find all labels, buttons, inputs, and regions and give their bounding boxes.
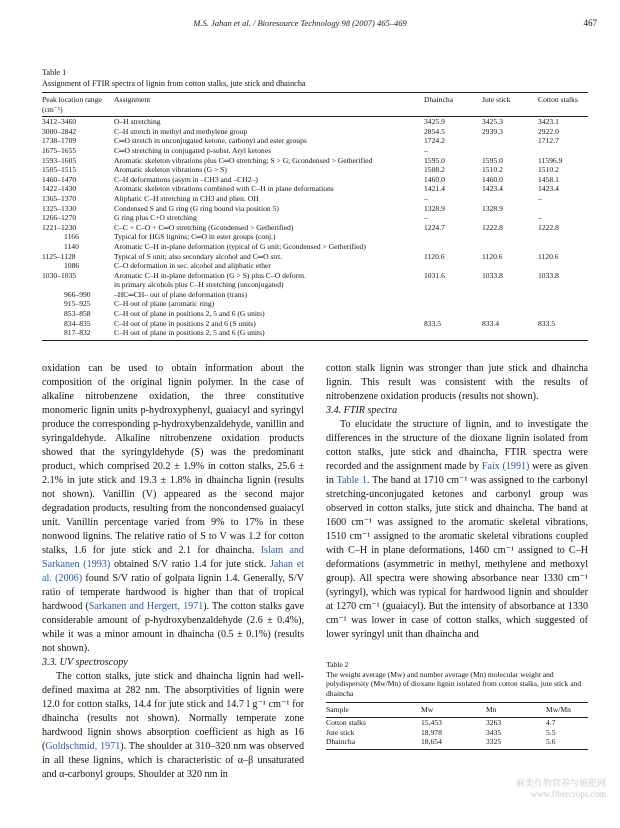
table1-cell-jute	[482, 290, 538, 300]
table1-row	[42, 184, 588, 194]
table1-cell-dhaincha: 1328.9	[424, 203, 445, 213]
table1-row	[42, 213, 588, 223]
table1-cell-range: 1086	[64, 261, 80, 271]
right-paragraph-2	[326, 418, 588, 642]
table1-cell-jute: 1460.0	[482, 174, 503, 184]
table1-cell-assignment: C–C + C–O + C═O stretching (Gcondensed > Getherified)	[114, 222, 294, 232]
table1-row	[42, 127, 588, 137]
table1-cell-cotton	[538, 309, 588, 319]
table1-cell-jute	[482, 261, 538, 271]
table1-cell-jute	[482, 328, 538, 340]
table2-molecular-weight	[326, 702, 588, 749]
table1-cell-assignment: Aromatic skeleton vibrations plus C═O stretching; S > G; Gcondensed > Getherified	[114, 155, 373, 165]
watermark-line-2: www.fibercrops.com	[530, 789, 606, 799]
right-para2-text-a: To elucidate the structure of lignin, and to investigate the differences in the structure of the dioxane lignin isolated from cotton stalks, jute stick and dhaincha, FTIR spectra were recorded and the assignment made by	[326, 419, 588, 472]
table1-label: Table 1	[42, 68, 67, 77]
table2-header-mw: Mw	[421, 703, 486, 718]
table1-cell-jute	[482, 136, 538, 146]
table1-cell-assignment: Typical for HGS lignins; C═O in ester groups (conj.)	[114, 232, 276, 242]
table1-cell-jute	[482, 232, 538, 242]
right-para2-text-b: were as given in	[326, 461, 588, 486]
table1-cell-jute: 1222.8	[482, 222, 503, 232]
table2-cell-sample: Dhaincha	[326, 737, 421, 749]
table1-cell-cotton	[538, 204, 588, 214]
right-column	[326, 362, 588, 642]
table1-cell-jute: 2939.3	[482, 126, 503, 136]
table1-cell-jute: 1033.8	[482, 270, 503, 280]
table1-cell-dhaincha: 1724.2	[424, 136, 445, 146]
table1-cell-dhaincha	[424, 290, 482, 300]
table1-row	[42, 223, 588, 233]
table1-cell-assignment: Aliphatic C–H stretching in CH3 and phen. OH	[114, 193, 259, 203]
table2-cell-mw: 18,654	[421, 737, 486, 749]
table1-cell-assignment: C–H out of plane in positions 2, 5 and 6 (G units)	[114, 328, 424, 340]
table1-cell-cotton: –	[538, 193, 542, 203]
table1-cell-range: 3000–2842	[42, 126, 77, 136]
table2-block	[326, 660, 588, 750]
table1-cell-jute: 1595.0	[482, 155, 503, 165]
left-para1-text: oxidation can be used to obtain information about the composition of the original lignin polymer. In the case of alkaline nitrobenzene oxidation, the three constitutive monomeric lignin units p-hydroxyphenyl, guaiacyl and syringyl produce the corresponding p-hydroxybenzaldehyde, vanillin and syringaldehyde. Alkaline nitrobenzene oxidation products showed that the syringyldehyde (S) was the predominant product, which comprised 20.2 ± 1.9% in cotton stalks, 25.6 ± 2.1% in jute stick and 19.3 ± 1.8% in dhaincha lignin (results not shown). Vanillin (V) appeared as the second major degradation products, resulting from the noncondensed guaiacyl unit. Vanillin percentage varied from 9% to 17% in these nonwood lignins. The relative ratio of S to V was 1.2 for cotton stalks, 1.6 for jute stick and 2.1 for dhaincha.	[42, 363, 304, 556]
table1-cell-cotton: 11596.9	[538, 155, 563, 165]
table2-row	[326, 728, 588, 738]
table1-cell-jute	[482, 242, 538, 252]
table1-cell-jute	[482, 213, 538, 223]
table2-cell-sample: Cotton stalks	[326, 717, 366, 727]
table1-cell-range: 3412–3460	[42, 117, 77, 127]
table1-cell-cotton: 1120.6	[538, 251, 559, 261]
table1-header-cotton: Cotton stalks	[538, 93, 588, 117]
table1-cell-range: 966–990	[64, 289, 91, 299]
table1-cell-range: 1221–1230	[42, 222, 77, 232]
table1-cell-assignment: C–O deformation in sec. alcohol and aliphatic ether	[114, 261, 271, 271]
table1-cell-range: 1505–1515	[42, 165, 77, 175]
table1-cell-assignment: Typical of S unit; also secondary alcohol and C═O strt.	[114, 251, 283, 261]
citation-jahan[interactable]: Jahan et al. (2006)	[42, 559, 304, 584]
table1-row	[42, 252, 588, 262]
table1-cell-dhaincha	[424, 280, 482, 290]
table1-cell-assignment: G ring plus C+O stretching	[114, 213, 197, 223]
table2-header-mn: Mn	[486, 703, 546, 718]
table1-cell-assignment: Aromatic C–H in-plane deformation (G > S) plus C–O deform.	[114, 270, 306, 280]
right-para2-text-c: . The band at 1710 cm⁻¹ was assigned to the carbonyl stretching-unconjugated ketones and carbonyl group was observed in cotton stalks, jute stick and dhaincha. The band at 1600 cm⁻¹ was assigned to the aromatic skeletal vibrations, 1510 cm⁻¹ assigned to the aromatic skeletal vibrations coupled with C–H in plane deformations, 1460 cm⁻¹ assigned to C–H deformations (asymmetric in methyl, methylene and methoxyl group). All spectra were showing absorbance near 1330 cm⁻¹ (syringyl), which was typical for hardwood lignin and shoulder at 1270 cm⁻¹ (guaiacyl). But the intensity of absorbance at 1330 cm⁻¹ was lower in case of cotton stalks, which suggested of lower syringyl unit than dhaincha and	[326, 475, 588, 640]
table1-cell-assignment: C═O stretching in conjugated p-subst. Aryl ketones	[114, 145, 272, 155]
table2-row	[326, 717, 588, 727]
table2-header-ratio: Mw/Mn	[546, 703, 588, 718]
table2-cell-sample: Jute stick	[326, 727, 355, 737]
left-para2-text-b: ). The shoulder at 310–320 nm was observed in all these lignins, which is characteristic of α–β unsaturated and α-carbonyl groups. Shoulder at 320 nm in	[42, 741, 304, 780]
table1-link[interactable]: Table 1	[336, 475, 367, 486]
citation-faix[interactable]: Faix (1991)	[481, 461, 530, 472]
left-paragraph-1	[42, 362, 304, 656]
table1-cell-assignment: C–H out of plane in positions 2, 5 and 6 (G units)	[114, 309, 265, 319]
table1-row	[42, 290, 588, 300]
table1-cell-jute	[482, 309, 538, 319]
table2-cell-ratio: 5.5	[546, 727, 556, 737]
table1-cell-jute	[482, 146, 538, 156]
citation-goldschmid[interactable]: Goldschmid, 1971	[45, 741, 121, 752]
table1-row	[42, 271, 588, 281]
table1-cell-dhaincha	[424, 242, 482, 252]
table1-row	[42, 194, 588, 204]
left-para1-text-d: ). The cotton stalks gave considerable amount of p-hydroxybenzaldehyde (2.6 ± 0.4%), while it was a minor amount in dhaincha (0.5 ± 0.1%) (results not shown).	[42, 601, 305, 654]
section-heading-uv: 3.3. UV spectroscopy	[42, 657, 128, 668]
table2-cell-mn: 3263	[486, 717, 502, 727]
table1-cell-assignment: Aromatic skeleton vibrations combined with C–H in plane deformations	[114, 184, 334, 194]
table2-cell-ratio: 4.7	[546, 717, 556, 727]
table2-label: Table 2	[326, 660, 349, 669]
table1-cell-dhaincha	[424, 299, 482, 309]
table1-cell-dhaincha	[424, 232, 482, 242]
watermark-line-1: 麻类作物营养与施肥网	[515, 778, 606, 788]
table1-cell-cotton: 1222.8	[538, 222, 559, 232]
table1-cell-jute: 1510.2	[482, 165, 503, 175]
table1-cell-dhaincha: 3425.9	[424, 117, 445, 127]
table1-cell-dhaincha	[424, 328, 482, 340]
table1-cell-assignment: C–H out of plane in positions 2 and 6 (S units)	[114, 318, 256, 328]
table1-cell-range: 1166	[64, 232, 79, 242]
table1-cell-range: 1140	[64, 241, 79, 251]
table1-cell-dhaincha: 2854.5	[424, 126, 445, 136]
left-para2-text-a: The cotton stalks, jute stick and dhaincha lignin had well-defined maxima at 282 nm. The absorptivities of lignin were 12.0 for cotton stalks, 14.4 for jute stick and 14.7 l g⁻¹ cm⁻¹ for dhaincha (results not shown). Normally temperate zone hardwood lignin shows absorption coefficient as high as 16 (	[42, 671, 304, 752]
left-para1-text-b: obtained S/V ratio 1.4 for jute stick.	[110, 559, 270, 570]
table1-row	[42, 117, 588, 127]
table1-header-assignment: Assignment	[114, 93, 424, 117]
table1-cell-cotton: 2922.0	[538, 126, 559, 136]
table1-cell-dhaincha: 1595.0	[424, 155, 445, 165]
table1-cell-assignment: O–H stretching	[114, 117, 161, 127]
table1-row	[42, 136, 588, 146]
table1-cell-dhaincha: –	[424, 213, 428, 223]
table1-row	[42, 156, 588, 166]
table1-cell-range	[42, 280, 114, 290]
citation-sarkanen-hergert[interactable]: Sarkanen and Hergert, 1971	[88, 601, 204, 612]
table2-header-sample: Sample	[326, 703, 421, 718]
table1-cell-range: 915–925	[64, 299, 91, 309]
table1-cell-range: 1593–1605	[42, 155, 77, 165]
table1-cell-range: 853–858	[64, 309, 91, 319]
table2-cell-ratio: 5.6	[546, 737, 588, 749]
table1-cell-cotton: 1033.8	[538, 270, 559, 280]
table1-cell-range: 1325–1330	[42, 203, 77, 213]
table1-cell-assignment: in primary alcohols plus C–H stretching (unconjugated)	[114, 280, 284, 290]
table1-cell-dhaincha: 1421.4	[424, 184, 445, 194]
table1-row	[42, 242, 588, 252]
table1-cell-jute	[482, 194, 538, 204]
watermark	[486, 778, 606, 800]
table1-cell-jute: 1423.4	[482, 184, 503, 194]
table1-cell-assignment: C═O stretch in unconjugated ketone, carbonyl and ester groups	[114, 136, 307, 146]
table1-cell-dhaincha: 1460.0	[424, 174, 445, 184]
table1-header-dhaincha: Dhaincha	[424, 93, 482, 117]
table1-cell-range: 817–832	[42, 328, 114, 340]
table1-body	[42, 117, 588, 341]
table1-row	[42, 319, 588, 329]
table1-row	[42, 328, 588, 340]
left-para1-text-c: found S/V ratio of golpata lignin 1.4. Generally, S/V ratio of temperate hardwood is higher than that of tropical hardwood (	[42, 573, 304, 612]
page-number: 467	[583, 18, 597, 28]
table1-row	[42, 232, 588, 242]
table1-cell-assignment: Condensed S and G ring (G ring bound via position 5)	[114, 203, 279, 213]
table1-cell-assignment: Aromatic C–H in-plane deformation (typical of G unit; Gcondensed > Getherified)	[114, 241, 366, 251]
table1-cell-cotton: 1510.2	[538, 165, 559, 175]
table1-cell-assignment: Aromatic skeleton vibrations (G > S)	[114, 165, 227, 175]
table1-cell-cotton	[538, 299, 588, 309]
table1-row	[42, 204, 588, 214]
table1-cell-cotton: 833.5	[538, 318, 556, 328]
left-column	[42, 362, 304, 782]
table2-cell-mn: 3325	[486, 737, 546, 749]
table2-row	[326, 737, 588, 749]
table1-cell-assignment: C–H deformations (asym in –CH3 and –CH2–)	[114, 174, 258, 184]
table1-row	[42, 146, 588, 156]
table1-cell-range: 1030–1035	[42, 270, 77, 280]
table1-header-range: Peak location range (cm⁻¹)	[42, 93, 114, 117]
table1-header-jute: Jute stick	[482, 93, 538, 117]
table1-cell-cotton	[538, 232, 588, 242]
table1-cell-assignment: –HC═CH– out of plane deformation (trans)	[114, 289, 247, 299]
table1-cell-cotton: –	[538, 213, 542, 223]
table1-cell-cotton	[538, 261, 588, 271]
table1-cell-range: 834–835	[64, 318, 91, 328]
section-heading-ftir: 3.4. FTIR spectra	[326, 405, 398, 416]
table1-ftir-assignments	[42, 92, 588, 341]
table1-cell-cotton: 3423.1	[538, 117, 559, 127]
table1-cell-jute: 3425.3	[482, 117, 503, 127]
citation-islam-sarkanen[interactable]: Islam and Sarkanen (1993)	[42, 545, 304, 570]
table1-cell-cotton: 1423.4	[538, 184, 559, 194]
table2-cell-mn: 3435	[486, 727, 502, 737]
table2-cell-mw: 18,978	[421, 727, 442, 737]
table1-row	[42, 165, 588, 175]
table1-cell-dhaincha: 833.5	[424, 318, 442, 328]
table1-caption: Assignment of FTIR spectra of lignin from cotton stalks, jute stick and dhaincha	[42, 79, 306, 88]
table2-body	[326, 717, 588, 749]
table1-cell-dhaincha: 1224.7	[424, 222, 445, 232]
table1-cell-range: 1738–1709	[42, 136, 77, 146]
table1-cell-range: 1675–1655	[42, 145, 77, 155]
table1-cell-assignment: C–H out of plane (aromatic ring)	[114, 299, 215, 309]
table1-cell-cotton	[538, 280, 588, 290]
table1-cell-range: 1460–1470	[42, 174, 77, 184]
table1-cell-dhaincha: 1120.6	[424, 251, 445, 261]
table1-cell-range: 1422–1430	[42, 184, 77, 194]
table2-caption: The weight average (Mw) and number average (Mn) molecular weight and polydispersity (Mw/Mn) of dioxane lignin isolated from cotton stalks, jute stick and dhaincha	[326, 669, 582, 698]
table1-cell-jute: 1328.9	[482, 203, 503, 213]
right-paragraph-1: cotton stalk lignin was stronger than jute stick and dhaincha lignin. This result was consistent with the results of nitrobenzene oxidation products (results not shown).	[326, 363, 588, 402]
table1-cell-cotton	[538, 146, 588, 156]
table1-row	[42, 280, 588, 290]
table1-cell-cotton: 1712.7	[538, 136, 559, 146]
table1-row	[42, 309, 588, 319]
table1-cell-dhaincha	[424, 309, 482, 319]
table1-cell-dhaincha: –	[424, 193, 428, 203]
table2-cell-mw: 15,453	[421, 717, 442, 727]
table1-cell-cotton: 1458.1	[538, 174, 559, 184]
table1-cell-cotton	[538, 242, 588, 252]
table1-row	[42, 261, 588, 271]
table1-cell-jute: 833.4	[482, 318, 500, 328]
table1-cell-jute: 1120.6	[482, 251, 503, 261]
table1-row	[42, 175, 588, 185]
table1-cell-range: 1365–1370	[42, 193, 77, 203]
table1-cell-assignment: C–H stretch in methyl and methylene group	[114, 126, 248, 136]
table1-cell-range: 1266–1270	[42, 213, 77, 223]
running-head: M.S. Jahan et al. / Bioresource Technology 98 (2007) 465–469	[193, 18, 407, 28]
table1-cell-dhaincha: 1031.6	[424, 270, 445, 280]
table1-cell-dhaincha: 1508.2	[424, 165, 445, 175]
table1-cell-cotton	[538, 290, 588, 300]
left-paragraph-2	[42, 670, 304, 782]
table1-cell-jute	[482, 280, 538, 290]
table1-cell-dhaincha	[424, 261, 482, 271]
table1-cell-dhaincha: –	[424, 145, 428, 155]
table1-cell-cotton	[538, 328, 588, 340]
table1-row	[42, 299, 588, 309]
table1-cell-jute	[482, 299, 538, 309]
table1-cell-range: 1125–1128	[42, 251, 76, 261]
